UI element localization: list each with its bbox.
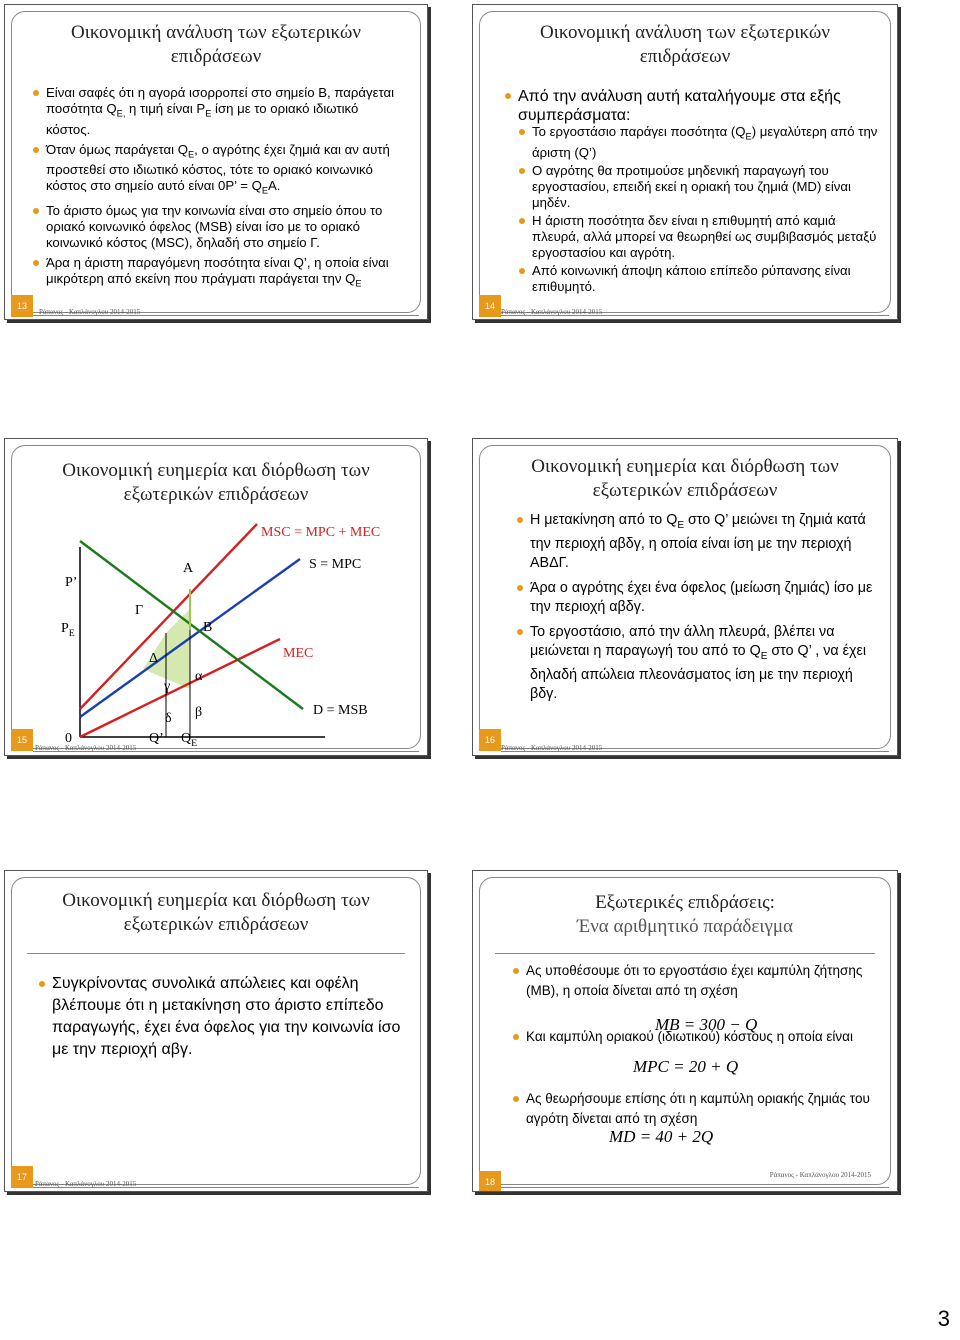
footer-text: Ράπανος - Καπλάνογλου 2014-2015: [501, 744, 603, 752]
title-line: Οικονομική ευημερία και διόρθωση των: [62, 890, 370, 911]
footer-text: Ράπανος - Καπλάνογλου 2014-2015: [769, 1171, 871, 1179]
title-rule: [495, 953, 875, 954]
slide-number-badge: 15: [11, 729, 33, 751]
title-line: εξωτερικών επιδράσεων: [123, 484, 309, 505]
equation-mpc: MPC = 20 + Q: [633, 1057, 739, 1076]
bullet-item: Από κοινωνική άποψη κάποιο επίπεδο ρύπανσης είναι επιθυμητό.: [519, 263, 879, 295]
bullet-list: [505, 87, 879, 128]
bullet-item: Όταν όμως παράγεται $Q_E$, ο αγρότης έχει ζημιά και αν αυτή προστεθεί στο ιδιωτικό κόστος, τότε το οριακό κοινωνικό κόστος στο σημείο αυτό είναι 0P’ = $Q_EA$.: [33, 142, 405, 199]
title-line: Οικονομική ανάλυση των εξωτερικών: [540, 22, 830, 43]
slide-number-badge: 18: [479, 1171, 501, 1192]
footer-text: Ράπανος - Καπλάνογλου 2014-2015: [35, 744, 137, 752]
slide-15: [4, 438, 428, 756]
slide-13: [4, 4, 428, 320]
slide-title: [473, 891, 897, 939]
slide-number-badge: 13: [11, 295, 33, 317]
sub-bullet-list: [519, 124, 879, 297]
label-beta-small: β: [195, 705, 203, 720]
label-mec: MEC: [283, 646, 314, 661]
footer-text: Ράπανος - Καπλάνογλου 2014-2015: [501, 308, 603, 316]
bullet-item: Συγκρίνοντας συνολικά απώλειες και οφέλη βλέπουμε ότι η μετακίνηση στο άριστο επίπεδο παραγωγής, έχει ένα όφελος για την κοινωνία ίσο με την περιοχή αβγ.: [39, 973, 401, 1061]
bullet-item: Ας υποθέσουμε ότι το εργοστάσιο έχει καμπύλη ζήτησης (MB), η οποία δίνεται από τη σχέση: [513, 961, 873, 1001]
slide-title: [473, 455, 897, 503]
bullet-item: Και καμπύλη οριακού (ιδιωτικού) κόστους η οποία είναι: [513, 1027, 873, 1047]
label-point-gamma: Γ: [135, 603, 144, 618]
bullet-item: Το εργοστάσιο, από την άλλη πλευρά, βλέπει να μειώνεται η παραγωγή του από το $Q_E$ στο Q’ , να έχει δηλαδή απώλεια πλεονάσματος ίση με την περιοχή βδγ.: [517, 623, 877, 704]
label-point-a: A: [183, 561, 194, 576]
title-line: επιδράσεων: [639, 46, 731, 67]
bullet-list: [39, 973, 401, 1061]
label-zero: 0: [65, 731, 72, 746]
slide-16: [472, 438, 898, 756]
slide-title: [473, 21, 897, 69]
label-p-e: $P_E$: [61, 621, 75, 639]
label-alpha-small: α: [195, 669, 203, 684]
bullet-item: Το άριστο όμως για την κοινωνία είναι στο σημείο όπου το οριακό κοινωνικό όφελος (MSB) είναι ίσο με το οριακό κοινωνικό κόστος (MSC), δηλαδή στο σημείο Γ.: [33, 203, 405, 251]
bullet-item: Είναι σαφές ότι η αγορά ισορροπεί στο σημείο Β, παράγεται ποσότητα $Q_{E,}$ η τιμή είναι $P_E$ ίση με το οριακό ιδιωτικό κόστος.: [33, 85, 405, 138]
bullet-list: [517, 511, 877, 710]
slide-number-badge: 17: [11, 1166, 33, 1188]
footer-rule: [501, 1187, 889, 1188]
bullet-item: Ας θεωρήσουμε επίσης ότι η καμπύλη οριακής ζημιάς του αγρότη δίνεται από τη σχέση: [513, 1089, 873, 1129]
label-q-prime: Q’: [149, 731, 164, 746]
bullet-item: Ο αγρότης θα προτιμούσε μηδενική παραγωγή του εργοστασίου, επειδή εκεί η οριακή του ζημιά (MD) είναι μηδέν.: [519, 163, 879, 211]
label-s-mpc: S = MPC: [309, 557, 362, 572]
label-msc: MSC = MPC + MEC: [261, 525, 381, 540]
title-line: Οικονομική ευημερία και διόρθωση των: [62, 460, 370, 481]
title-line: Εξωτερικές επιδράσεις:: [595, 892, 775, 913]
label-gamma-small: γ: [164, 679, 171, 694]
bullet-list: [513, 1089, 873, 1129]
label-delta-small: δ: [165, 711, 172, 726]
bullet-item: Το εργοστάσιο παράγει ποσότητα $(Q_E)$ μεγαλύτερη από την άριστη (Q’): [519, 124, 879, 161]
slide-number-badge: 14: [479, 295, 501, 317]
slide-title: [5, 889, 427, 937]
bullet-item: Από την ανάλυση αυτή καταλήγουμε στα εξής συμπεράσματα:: [505, 87, 879, 125]
slide-18: [472, 870, 898, 1192]
label-point-delta: Δ: [149, 651, 159, 666]
slide-title: [5, 21, 427, 69]
footer-text: Ράπανος - Καπλάνογλου 2014-2015: [39, 308, 141, 316]
slide-number-badge: 16: [479, 729, 501, 751]
title-line: εξωτερικών επιδράσεων: [592, 480, 778, 501]
page-number: 3: [937, 1306, 950, 1331]
label-p-prime: P’: [65, 575, 78, 590]
title-line: εξωτερικών επιδράσεων: [123, 914, 309, 935]
equation-mb: MB = 300 − Q: [655, 1015, 758, 1034]
footer-text: Ράπανος - Καπλάνογλου 2014-2015: [35, 1180, 137, 1188]
label-q-e: $Q_E$: [181, 731, 198, 749]
label-point-b: B: [203, 620, 213, 635]
bullet-item: Άρα ο αγρότης έχει ένα όφελος (μείωση ζημιάς) ίσο με την περιοχή αβδγ.: [517, 579, 877, 617]
bullet-list: [513, 961, 873, 1001]
title-rule: [27, 953, 405, 954]
title-line: Ένα αριθμητικό παράδειγμα: [577, 916, 793, 937]
title-line: Οικονομική ευημερία και διόρθωση των: [531, 456, 839, 477]
bullet-item: Η μετακίνηση από το $Q_E$ στο Q’ μειώνει τη ζημιά κατά την περιοχή αβδγ, η οποία είναι ίση με την περιοχή ΑΒΔΓ.: [517, 511, 877, 573]
title-line: επιδράσεων: [170, 46, 262, 67]
bullet-item: Η άριστη ποσότητα δεν είναι η επιθυμητή από καμιά πλευρά, αλλά μπορεί να θεωρηθεί ως συμβιβασμός μεταξύ εργοστασίου και αγρότη.: [519, 213, 879, 261]
slide-17: [4, 870, 428, 1192]
label-d-msb: D = MSB: [313, 703, 368, 718]
bullet-list: [33, 85, 405, 296]
equation-md: MD = 40 + 2Q: [609, 1127, 714, 1146]
slide-14: [472, 4, 898, 320]
bullet-list: [513, 1027, 873, 1047]
bullet-item: Άρα η άριστη παραγόμενη ποσότητα είναι Q’, η οποία είναι μικρότερη από εκείνη που πράγματι παράγεται την $Q_E$: [33, 255, 405, 292]
title-line: Οικονομική ανάλυση των εξωτερικών: [71, 22, 361, 43]
